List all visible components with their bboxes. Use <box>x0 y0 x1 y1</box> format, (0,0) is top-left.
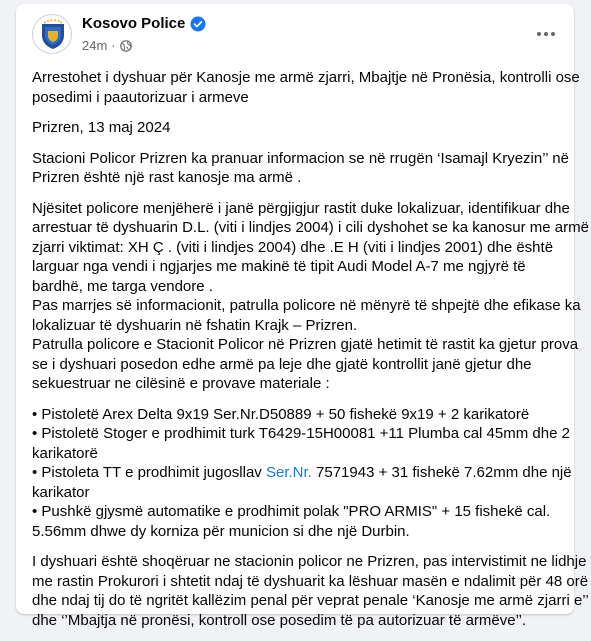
text-line: posedimi i paautorizuar i armeve <box>32 88 249 106</box>
list-item-continued: karikator <box>32 483 90 501</box>
list-item-text: 7571943 + 31 fishekë 7.62mm dhe një <box>311 464 572 481</box>
page-name[interactable] <box>82 15 206 32</box>
list-item: • Pushkë gjysmë automatike e prodhimit polak "PRO ARMIS" + 15 fishekë cal. <box>32 503 551 520</box>
meta-separator: · <box>111 38 116 53</box>
text-line: Prizren, 13 maj 2024 <box>32 119 171 136</box>
list-item-continued: 5.56mm dhwe dy korniza për municion si dhe një Durbin. <box>32 522 410 540</box>
text-line: Arrestohet i dyshuar për Kanosje me armë zjarri, Mbajtje në Pronësia, kontrolli ose <box>32 69 580 86</box>
more-options-button[interactable] <box>528 22 564 46</box>
text-line: Pas marrjes së informacionit, patrulla policore në mënyrë të shpejtë dhe efikase ka <box>32 297 581 314</box>
text-line: bardhë, me targa vendore . <box>32 277 213 295</box>
post-card <box>16 4 589 629</box>
post-date <box>32 118 560 138</box>
text-line: sekuestruar ne cilësinë e provave materiale : <box>32 375 330 392</box>
page-avatar[interactable] <box>32 14 72 54</box>
author-name[interactable]: Kosovo Police <box>82 15 186 32</box>
list-item-continued: karikatorë <box>32 444 98 462</box>
text-line: Stacioni Policor Prizren ka pranuar informacion se në rrugën ‘Isamajl Kryezin’’ në <box>32 149 569 167</box>
text-line: zjarri viktimat: XH Ç . (viti i lindjes 2004) dhe .E H (viti i lindjes 2001) dhe është <box>32 238 554 256</box>
kosovo-police-emblem-icon <box>33 15 72 54</box>
post-body <box>32 68 589 641</box>
serial-number-link[interactable]: Ser.Nr. <box>265 464 312 481</box>
list-item-text: • Pistoleta TT e prodhimit jugosllav <box>32 464 266 481</box>
post-header <box>16 4 574 64</box>
list-item <box>32 463 572 483</box>
text-line: dhe ndaj tij do të ngritët kallëzim penal për veprat penale ‘Kanosje me armë zjarri e’’ <box>32 592 589 609</box>
text-line: Prizren është një rast kanosje ma armë . <box>32 169 302 186</box>
text-line: me rastin Prokurori i shtetit ndaj të dyshuarit ka lëshuar masën e ndalimit për 48 orë <box>32 572 589 590</box>
paragraph-report <box>32 149 569 188</box>
post-timestamp[interactable]: 24m <box>82 38 108 53</box>
post-headline <box>32 68 580 107</box>
text-line: arrestuar të dyshuarin D.L. (viti i lindjes 2004) i cili dyshohet se ka kanosur me armë <box>32 219 589 236</box>
text-line: se i dyshuari posedon edhe armë pa leje dhe gjatë kontrollit janë gjetur dhe <box>32 355 532 373</box>
paragraph-arrest <box>32 199 589 394</box>
text-line: lokalizuar të dyshuarin në fshatin Krajk – Prizren. <box>32 316 358 334</box>
more-horizontal-icon <box>536 31 556 37</box>
seized-items-list <box>32 405 572 542</box>
text-line: Patrulla policore e Stacionit Policor në Prizren gjatë hetimit të rastit ka gjetur prova <box>32 336 579 353</box>
paragraph-detention <box>32 552 589 630</box>
text-line: larguar nga vendi i ngjarjes me makinë të tipit Audi Model A-7 me ngjyrë të <box>32 258 526 275</box>
verified-badge-icon <box>190 16 206 32</box>
globe-icon <box>120 40 132 52</box>
post-meta <box>82 38 132 53</box>
list-item: • Pistoletë Arex Delta 9x19 Ser.Nr.D50889 + 50 fishekë 9x19 + 2 karikatorë <box>32 405 530 423</box>
text-line: I dyshuari është shoqëruar ne stacionin policor ne Prizren, pas intervistimit ne lidhje <box>32 553 587 570</box>
list-item: • Pistoletë Stoger e prodhimit turk T6429-15H00081 +11 Plumba cal 45mm dhe 2 <box>32 425 570 442</box>
text-line: dhe ‘’Mbajtja në pronësi, kontroll ose posedim të pa autorizuar të armëve’’. <box>32 611 527 629</box>
text-line: Njësitet policore menjëherë i janë përgjigjur rastit duke lokalizuar, identifikuar dhe <box>32 199 570 217</box>
